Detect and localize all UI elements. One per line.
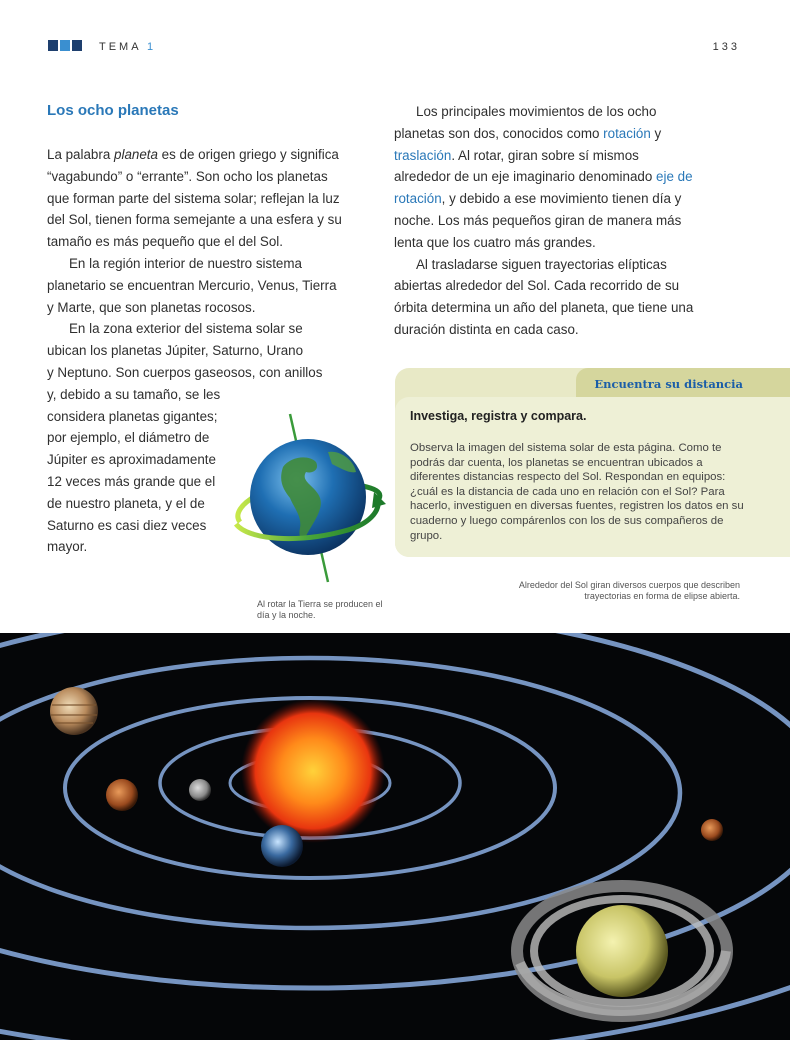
text-line: Júpiter es aproximadamente — [47, 452, 216, 468]
page-number: 133 — [712, 41, 740, 53]
text-line: por ejemplo, el diámetro de — [47, 430, 210, 446]
planet-jupiter — [50, 687, 98, 735]
text-fragment: es de origen griego y significa “vagabundo” o “errante”. Son ocho los planetas que forman parte del sistema solar; reflejan la luz del Sol, tienen forma semejante a una esfera y su tamaño es más pequeño que el del Sol. — [47, 147, 342, 250]
orbit-lines — [0, 633, 790, 1040]
activity-box — [395, 368, 790, 557]
term-traslacion: traslación — [394, 147, 452, 163]
activity-text: Observa la imagen del sistema solar de esta página. Como te podrás dar cuenta, los planetas se encuentran ubicados a diferentes distancias respecto del Sol. Respondan en equipos: ¿cuál es la distancia de cada uno en relación con el Sol? Para hacerlo, investiguen en diversas fuentes, registren los datos en su cuaderno y luego compárenlos con los de sus compañeros de grupo. — [410, 442, 744, 542]
sun — [241, 699, 385, 843]
text-line: y Neptuno. Son cuerpos gaseosos, con anillos — [47, 364, 323, 380]
paragraph-inner-planets: En la región interior de nuestro sistema planetario se encuentran Mercurio, Venus, Tierra y Marte, que son planetas rocosos. — [47, 255, 337, 315]
header-bar-block-3 — [72, 40, 82, 51]
solar-system-svg — [0, 633, 790, 1040]
earth-globe-svg — [228, 412, 388, 587]
text-line: ubican los planetas Júpiter, Saturno, Urano — [47, 343, 304, 359]
text-line: Saturno es casi diez veces — [47, 517, 207, 533]
text-fragment: y — [650, 125, 662, 141]
planet-mercury — [189, 779, 211, 801]
text-fragment: La palabra — [47, 147, 115, 162]
earth-rotation-illustration — [228, 412, 388, 587]
tema-text: TEMA — [99, 41, 141, 53]
text-fragment: . Al rotar, giran sobre sí mismos alrededor de un eje imaginario denominado — [394, 147, 657, 185]
tema-label — [99, 41, 156, 53]
planet-earth — [261, 825, 303, 867]
activity-tab-label: Encuentra su distancia — [594, 377, 743, 391]
text-line: y, debido a su tamaño, se les — [47, 386, 221, 402]
paragraph-traslacion: Al trasladarse siguen trayectorias elípticas abiertas alrededor del Sol. Cada recorrido de su órbita determina un año del planeta, que tiene una duración distinta en cada caso. — [394, 256, 694, 337]
activity-content — [395, 397, 790, 557]
solar-system-caption: Alrededor del Sol giran diversos cuerpos que describen trayectorias en forma de elipse abierta. — [518, 580, 740, 601]
activity-heading: Investiga, registra y compara. — [410, 409, 587, 423]
planet-saturn — [517, 886, 727, 1016]
text-line: En la zona exterior del sistema solar se — [69, 321, 303, 337]
solar-system-illustration — [0, 633, 790, 1040]
section-title: Los ocho planetas — [47, 102, 179, 119]
text-line: de nuestro planeta, y el de — [47, 495, 205, 511]
text-column-right — [394, 101, 694, 341]
italic-term: planeta — [114, 147, 158, 162]
text-line: mayor. — [47, 539, 88, 555]
planet-small-right — [701, 819, 723, 841]
text-line: 12 veces más grande que el — [47, 473, 216, 489]
header-color-bar — [48, 40, 82, 51]
tema-number: 1 — [147, 41, 157, 53]
term-rotacion: rotación — [603, 125, 651, 141]
text-line: considera planetas gigantes; — [47, 408, 218, 424]
paragraph-movements — [394, 101, 694, 254]
term-eje-de-rotacion: eje de rotación — [394, 169, 693, 207]
text-fragment: , y debido a ese movimiento tienen día y noche. Los más pequeños giran de manera más lenta que los cuatro más grandes. — [394, 191, 682, 250]
header-bar-block-2 — [60, 40, 70, 51]
planet-mars — [106, 779, 138, 811]
earth-caption: Al rotar la Tierra se producen el día y la noche. — [257, 599, 383, 620]
paragraph-planeta-definition — [47, 144, 342, 253]
header-bar-block-1 — [48, 40, 58, 51]
text-fragment: Los principales movimientos de los ocho planetas son dos, conocidos como — [394, 104, 657, 141]
